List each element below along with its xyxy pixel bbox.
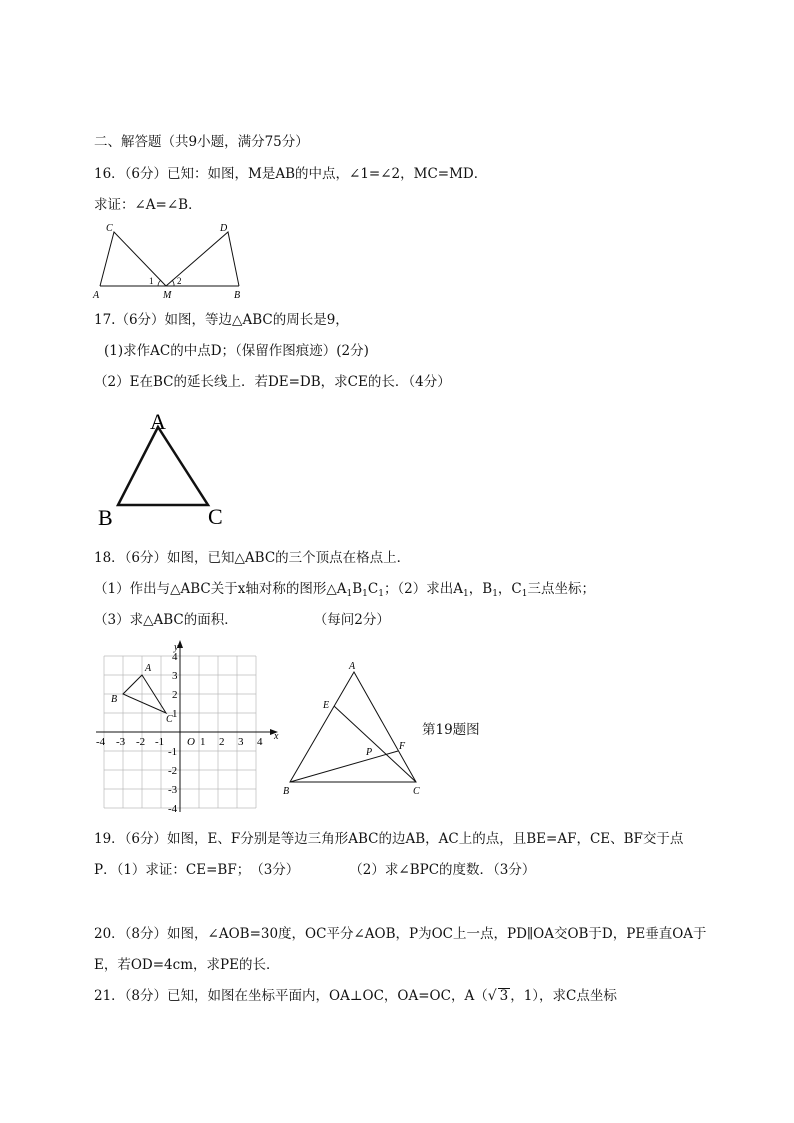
q19-label-c: C — [413, 786, 420, 797]
q17-label-c: C — [208, 504, 223, 529]
q19-label-p: P — [366, 747, 373, 758]
q19-line2-part1: P．（1）求证：CE=BF； （3分） — [94, 862, 300, 878]
x-tick: -4 — [96, 736, 106, 748]
section-title: 二、解答题（共9小题，满分75分） — [94, 134, 309, 150]
y-tick: 4 — [172, 651, 178, 663]
q18-label-c: C — [166, 714, 173, 725]
q18-line2-bb: ，B — [468, 581, 493, 597]
y-tick: 2 — [172, 689, 178, 701]
q21-radicand: 3 — [499, 988, 509, 1004]
q18-sub-a1b: 1 — [463, 589, 469, 599]
q20-line2: E，若OD=4cm，求PE的长． — [94, 957, 280, 973]
q19-line2 — [94, 861, 535, 879]
q19-label-a: A — [349, 661, 356, 672]
x-tick: -1 — [155, 736, 165, 748]
y-tick: -3 — [168, 784, 178, 796]
y-tick: -1 — [168, 746, 178, 758]
q18-line2 — [94, 580, 595, 603]
q19-label-f: F — [399, 741, 406, 752]
y-tick-labels — [168, 651, 178, 815]
q19-label-e: E — [323, 700, 330, 711]
q18-line3 — [94, 611, 390, 629]
q16-line1: 16．（6分）已知：如图，M是AB的中点，∠1=∠2，MC=MD． — [94, 166, 488, 182]
y-tick: 1 — [172, 708, 178, 720]
q18-sub-b1b: 1 — [492, 589, 498, 599]
q18-sub-c1: 1 — [378, 589, 384, 599]
y-tick: 3 — [172, 670, 178, 682]
q18-line2-b: B — [352, 581, 363, 597]
q21-suffix: ，1），求C点坐标 — [510, 988, 617, 1004]
q18-line2-end: 三点坐标； — [527, 581, 595, 597]
x-tick: 1 — [200, 736, 206, 748]
q18-line3-text: （3）求△ABC的面积． — [94, 612, 238, 628]
q18-sub-b1: 1 — [362, 589, 368, 599]
q21-line: 21．（8分）已知，如图在坐标平面内，OA⊥OC，OA=OC，A（√ 3 ，1），求C点坐标 — [94, 988, 617, 1004]
x-tick: 2 — [219, 736, 225, 748]
q16-angle-1: 1 — [149, 276, 154, 286]
x-axis-label: x — [274, 731, 279, 742]
q18-label-b: B — [111, 694, 118, 705]
q19-caption: 第19题图 — [422, 722, 480, 738]
q16-label-c: C — [106, 223, 113, 234]
y-tick: -2 — [168, 765, 178, 777]
q18-label-a: A — [145, 663, 152, 674]
q19-line2-part2: （2）求∠BPC的度数．（3分） — [349, 862, 536, 878]
q18-sub-c1b: 1 — [521, 589, 528, 599]
q17-line3: （2）E在BC的延长线上．若DE=DB，求CE的长．（4分） — [94, 374, 451, 390]
q19-label-b: B — [283, 786, 290, 797]
x-tick: -3 — [116, 736, 126, 748]
q18-sub-a1: 1 — [346, 589, 353, 599]
q19-line1: 19．（6分）如图，E、F分别是等边三角形ABC的边AB，AC上的点，且BE=AF，CE、BF交于点 — [94, 831, 684, 847]
y-tick: -4 — [168, 803, 178, 815]
x-tick: 3 — [238, 736, 244, 748]
q17-figure — [94, 405, 244, 530]
q21-prefix: 21．（8分）已知，如图在坐标平面内，OA⊥OC，OA=OC，A（ — [94, 988, 488, 1004]
q16-line2: 求证：∠A=∠B． — [94, 197, 202, 213]
q16-label-d: D — [220, 223, 228, 234]
y-axis-label: y — [174, 642, 179, 653]
q17-line2: (1)求作AC的中点D；（保留作图痕迹）(2分) — [104, 343, 369, 359]
x-tick: 4 — [257, 736, 263, 748]
q16-label-m: M — [163, 290, 172, 301]
q20-line1: 20．（8分）如图，∠AOB=30度，OC平分∠AOB，P为OC上一点，PD∥OA交OB于D，PE垂直OA于 — [94, 926, 707, 942]
q16-label-a: A — [93, 290, 100, 301]
q18-line2-cc: ，C — [497, 581, 522, 597]
q18-line2-after: ；（2）求出A — [383, 581, 464, 597]
q16-label-b: B — [234, 290, 241, 301]
q17-label-a: A — [150, 409, 166, 434]
q18-line2-c: C — [367, 581, 379, 597]
q18-line1: 18．（6分）如图，已知△ABC的三个顶点在格点上． — [94, 550, 411, 566]
q17-line1: 17.（6分）如图，等边△ABC的周长是9， — [94, 312, 349, 328]
q16-figure — [88, 220, 258, 302]
q18-grid-figure — [92, 640, 292, 815]
origin-label: O — [187, 736, 195, 748]
q18-line2-prefix: （1）作出与△ABC关于x轴对称的图形△A — [94, 581, 347, 597]
q16-angle-2: 2 — [177, 276, 182, 286]
q19-figure — [278, 658, 428, 800]
q18-line3-note: （每问2分） — [313, 612, 390, 628]
q17-label-b: B — [98, 505, 113, 530]
x-tick: -2 — [136, 736, 146, 748]
